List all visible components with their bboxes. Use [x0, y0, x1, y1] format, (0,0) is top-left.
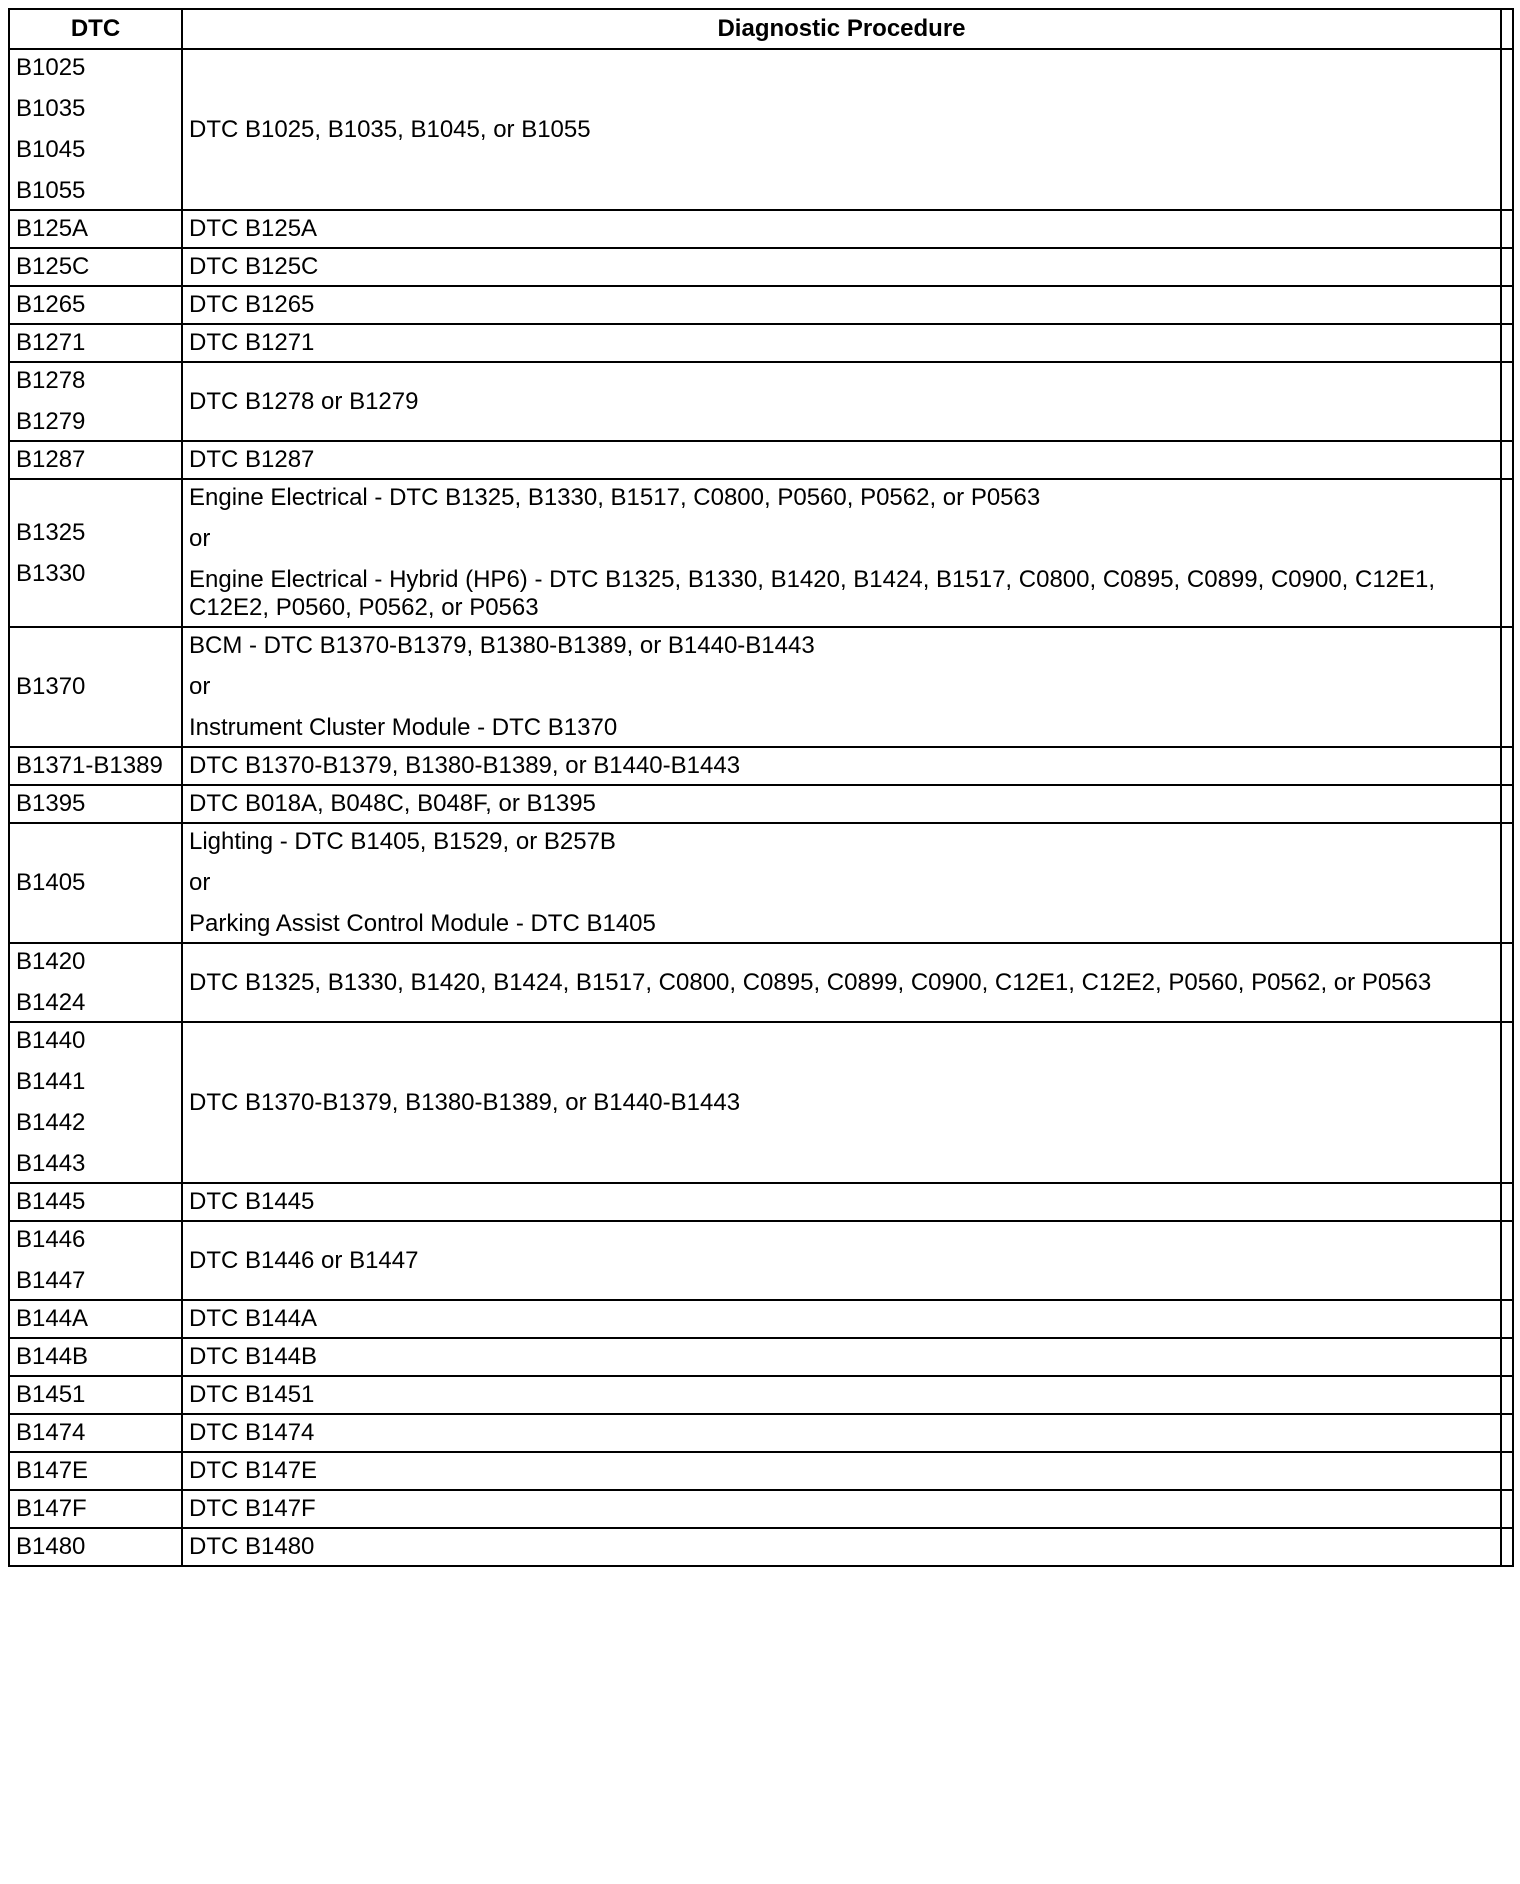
dtc-code: B147E [16, 1457, 89, 1484]
table-row [9, 823, 1513, 943]
dtc-code: B1441 [16, 1068, 86, 1095]
table-row [9, 627, 1513, 747]
procedure-text: Lighting - DTC B1405, B1529, or B257B [189, 828, 616, 855]
edge-cell [1501, 248, 1513, 286]
dtc-code: B1446 [16, 1226, 86, 1253]
edge-cell [1501, 1338, 1513, 1376]
dtc-table [8, 8, 1514, 1567]
procedure-cell [182, 1183, 1501, 1221]
dtc-cell [9, 324, 182, 362]
table-row [9, 1338, 1513, 1376]
dtc-cell [9, 1338, 182, 1376]
table-row [9, 286, 1513, 324]
table-row [9, 324, 1513, 362]
table-row [9, 747, 1513, 785]
procedure-cell [182, 1528, 1501, 1566]
dtc-code: B1474 [16, 1419, 86, 1446]
dtc-code: B147F [16, 1495, 87, 1522]
dtc-code: B1045 [16, 136, 86, 163]
table-row [9, 1452, 1513, 1490]
table-row [9, 49, 1513, 210]
table-row [9, 248, 1513, 286]
procedure-text: DTC B125A [189, 215, 318, 242]
dtc-code: B1330 [16, 559, 86, 587]
dtc-code: B1395 [16, 790, 86, 817]
dtc-code: B1278 [16, 367, 86, 394]
procedure-text: DTC B1370-B1379, B1380-B1389, or B1440-B1443 [189, 1088, 741, 1116]
procedure-cell [182, 1221, 1501, 1300]
procedure-text: DTC B1480 [189, 1533, 315, 1560]
dtc-code: B1287 [16, 446, 86, 473]
procedure-text: DTC B1474 [189, 1419, 315, 1446]
procedure-text: DTC B1446 or B1447 [189, 1246, 419, 1274]
dtc-cell [9, 1414, 182, 1452]
dtc-cell [9, 286, 182, 324]
dtc-cell [9, 1528, 182, 1566]
table-row [9, 785, 1513, 823]
dtc-code: B1424 [16, 989, 86, 1016]
dtc-code: B125C [16, 253, 90, 280]
procedure-cell [182, 1490, 1501, 1528]
dtc-code: B125A [16, 215, 89, 242]
edge-cell [1501, 627, 1513, 747]
edge-cell [1501, 823, 1513, 943]
table-row [9, 210, 1513, 248]
dtc-code: B1370 [16, 673, 86, 700]
procedure-text: DTC B1451 [189, 1381, 315, 1408]
procedure-text: DTC B1271 [189, 329, 315, 356]
edge-cell [1501, 49, 1513, 210]
table-row [9, 1300, 1513, 1338]
edge-cell [1501, 1376, 1513, 1414]
dtc-cell [9, 441, 182, 479]
edge-cell [1501, 324, 1513, 362]
procedure-text: or [189, 869, 211, 896]
table-row [9, 1528, 1513, 1566]
dtc-code: B1447 [16, 1267, 86, 1294]
edge-cell [1501, 1300, 1513, 1338]
dtc-code: B1420 [16, 948, 86, 975]
procedure-cell [182, 324, 1501, 362]
procedure-cell [182, 823, 1501, 943]
dtc-code: B1440 [16, 1027, 86, 1054]
procedure-text: DTC B1287 [189, 446, 315, 473]
dtc-cell [9, 1490, 182, 1528]
procedure-text: BCM - DTC B1370-B1379, B1380-B1389, or B1440-B1443 [189, 632, 815, 659]
procedure-cell [182, 943, 1501, 1022]
edge-cell [1501, 1221, 1513, 1300]
procedure-cell [182, 1338, 1501, 1376]
procedure-text: Engine Electrical - DTC B1325, B1330, B1517, C0800, P0560, P0562, or P0563 [189, 484, 1041, 511]
table-row [9, 1022, 1513, 1183]
edge-cell [1501, 785, 1513, 823]
dtc-cell [9, 1022, 182, 1183]
dtc-cell [9, 1183, 182, 1221]
dtc-cell [9, 479, 182, 627]
dtc-code: B1442 [16, 1109, 86, 1136]
dtc-code: B1451 [16, 1381, 86, 1408]
procedure-text: DTC B1265 [189, 291, 315, 318]
procedure-cell [182, 49, 1501, 210]
edge-cell [1501, 747, 1513, 785]
edge-cell [1501, 1528, 1513, 1566]
table-row [9, 441, 1513, 479]
dtc-cell [9, 248, 182, 286]
procedure-cell [182, 210, 1501, 248]
edge-cell [1501, 441, 1513, 479]
procedure-text: DTC B018A, B048C, B048F, or B1395 [189, 790, 596, 817]
dtc-cell [9, 1221, 182, 1300]
dtc-code: B1055 [16, 177, 86, 204]
procedure-cell [182, 747, 1501, 785]
dtc-cell [9, 210, 182, 248]
table-row [9, 479, 1513, 627]
header-row [9, 9, 1513, 49]
dtc-cell [9, 1376, 182, 1414]
procedure-cell [182, 1452, 1501, 1490]
procedure-cell [182, 627, 1501, 747]
edge-cell [1501, 362, 1513, 441]
dtc-code: B1271 [16, 329, 86, 356]
dtc-code: B1265 [16, 291, 86, 318]
dtc-cell [9, 1300, 182, 1338]
procedure-cell [182, 286, 1501, 324]
dtc-code: B144B [16, 1343, 89, 1370]
procedure-cell [182, 1414, 1501, 1452]
dtc-cell [9, 49, 182, 210]
dtc-code: B1035 [16, 95, 86, 122]
dtc-code: B1445 [16, 1188, 86, 1215]
procedure-text: DTC B1025, B1035, B1045, or B1055 [189, 115, 591, 143]
dtc-code: B144A [16, 1305, 89, 1332]
dtc-code: B1443 [16, 1150, 86, 1177]
table-body [9, 49, 1513, 1566]
dtc-cell [9, 823, 182, 943]
procedure-text: or [189, 673, 211, 700]
dtc-code: B1480 [16, 1533, 86, 1560]
dtc-cell [9, 1452, 182, 1490]
procedure-text: DTC B1325, B1330, B1420, B1424, B1517, C0800, C0895, C0899, C0900, C12E1, C12E2, P0560, P0562, or P0563 [189, 968, 1432, 996]
header-dtc: DTC [9, 9, 182, 49]
table-row [9, 1221, 1513, 1300]
header-edge [1501, 9, 1513, 49]
procedure-text: Engine Electrical - Hybrid (HP6) - DTC B1325, B1330, B1420, B1424, B1517, C0800, C0895, C0899, C0900, C12E1, C12E2, P0560, P0562, or P0563 [189, 566, 1436, 621]
procedure-text: DTC B147E [189, 1457, 318, 1484]
dtc-cell [9, 362, 182, 441]
procedure-text: DTC B1445 [189, 1188, 315, 1215]
dtc-code: B1405 [16, 869, 86, 896]
dtc-cell [9, 627, 182, 747]
procedure-cell [182, 1300, 1501, 1338]
procedure-text: Parking Assist Control Module - DTC B1405 [189, 910, 656, 937]
header-procedure: Diagnostic Procedure [182, 9, 1501, 49]
procedure-cell [182, 1022, 1501, 1183]
procedure-text: DTC B144B [189, 1343, 318, 1370]
procedure-cell [182, 362, 1501, 441]
procedure-cell [182, 441, 1501, 479]
table-row [9, 1414, 1513, 1452]
dtc-code: B1371-B1389 [16, 752, 163, 779]
procedure-cell [182, 785, 1501, 823]
procedure-cell [182, 248, 1501, 286]
procedure-text: Instrument Cluster Module - DTC B1370 [189, 714, 618, 741]
procedure-text: DTC B147F [189, 1495, 316, 1522]
dtc-code: B1325 [16, 518, 86, 546]
edge-cell [1501, 1183, 1513, 1221]
table-row [9, 362, 1513, 441]
procedure-cell [182, 479, 1501, 627]
edge-cell [1501, 943, 1513, 1022]
table-row [9, 943, 1513, 1022]
table-row [9, 1183, 1513, 1221]
dtc-cell [9, 785, 182, 823]
edge-cell [1501, 1414, 1513, 1452]
edge-cell [1501, 1452, 1513, 1490]
edge-cell [1501, 1490, 1513, 1528]
procedure-text: DTC B144A [189, 1305, 318, 1332]
dtc-code: B1279 [16, 408, 86, 435]
procedure-text: DTC B1278 or B1279 [189, 387, 419, 415]
procedure-text: or [189, 525, 211, 552]
procedure-text: DTC B1370-B1379, B1380-B1389, or B1440-B1443 [189, 752, 741, 779]
dtc-cell [9, 943, 182, 1022]
edge-cell [1501, 210, 1513, 248]
edge-cell [1501, 1022, 1513, 1183]
table-row [9, 1376, 1513, 1414]
procedure-text: DTC B125C [189, 253, 319, 280]
dtc-code: B1025 [16, 54, 86, 81]
dtc-cell [9, 747, 182, 785]
edge-cell [1501, 286, 1513, 324]
table-row [9, 1490, 1513, 1528]
edge-cell [1501, 479, 1513, 627]
procedure-cell [182, 1376, 1501, 1414]
